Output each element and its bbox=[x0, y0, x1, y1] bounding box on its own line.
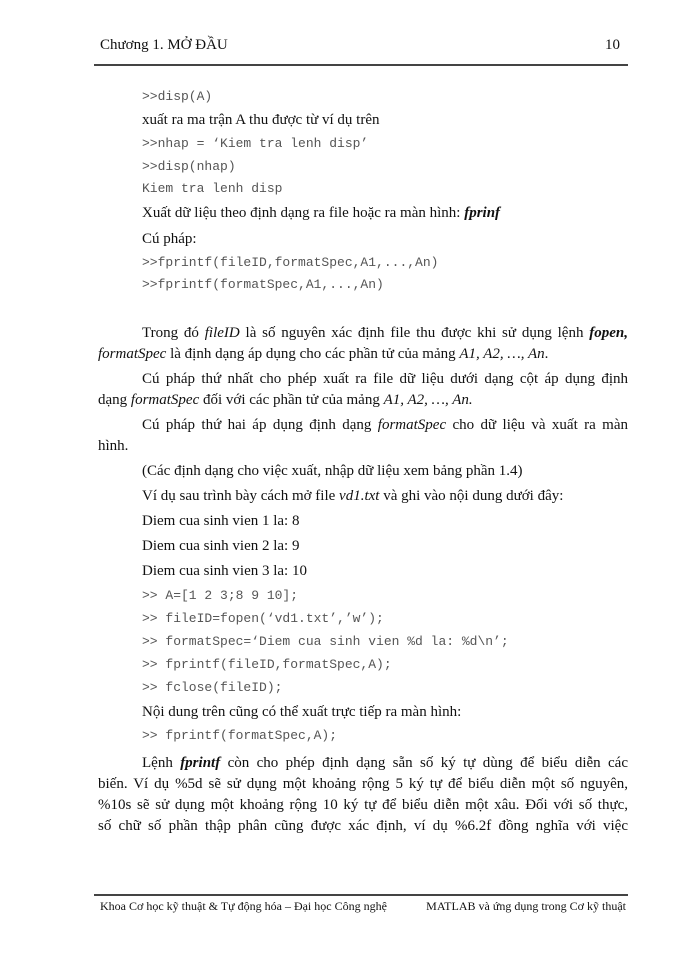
text-run: Cú pháp thứ hai áp dụng định dạng bbox=[142, 417, 378, 433]
text-run: là định dạng áp dụng cho các phần tử của mảng bbox=[166, 346, 460, 362]
text-run: đối với các phần tử của mảng bbox=[199, 392, 384, 408]
text-run: >> A=[1 2 3;8 9 10]; bbox=[142, 588, 299, 603]
emphasis-term: formatSpec bbox=[130, 392, 200, 408]
code-line bbox=[142, 158, 236, 176]
text-run: dạng bbox=[98, 392, 131, 408]
text-run: Diem cua sinh vien 3 la: 10 bbox=[142, 563, 307, 579]
text-run: là số nguyên xác định file thu được khi sử dụng lệnh bbox=[239, 325, 590, 341]
text-line bbox=[142, 703, 461, 721]
code-line bbox=[142, 587, 298, 605]
text-line bbox=[142, 204, 500, 222]
code-line bbox=[142, 254, 438, 272]
emphasis-term: fileID bbox=[204, 325, 240, 341]
text-run: Diem cua sinh vien 1 la: 8 bbox=[142, 513, 300, 529]
text-run: Trong đó bbox=[142, 325, 205, 341]
text-line bbox=[98, 817, 628, 835]
text-run: Cú pháp thứ nhất cho phép xuất ra file dữ liệu dưới dạng cột áp dụng định bbox=[142, 371, 628, 387]
text-line bbox=[142, 462, 523, 480]
code-line bbox=[142, 610, 384, 628]
footer-left: Khoa Cơ học kỹ thuật & Tự động hóa – Đại học Công nghệ bbox=[100, 899, 387, 913]
text-run: >> fclose(fileID); bbox=[142, 680, 283, 695]
code-line bbox=[142, 180, 282, 198]
text-run: >> formatSpec=‘Diem cua sinh vien %d la: %d\n’; bbox=[142, 634, 509, 649]
text-run: >> fileID=fopen(‘vd1.txt’,’w’); bbox=[142, 611, 384, 626]
text-run: >> fprintf(formatSpec,A); bbox=[142, 728, 338, 743]
code-line bbox=[142, 276, 384, 294]
text-line bbox=[98, 437, 128, 455]
text-run: >>fprintf(fileID,formatSpec,A1,...,An) bbox=[142, 255, 439, 270]
text-line bbox=[98, 796, 628, 814]
text-line bbox=[142, 370, 628, 388]
text-run: hình. bbox=[98, 438, 129, 454]
code-line bbox=[142, 679, 282, 697]
text-run: cho dữ liệu và xuất ra màn bbox=[446, 417, 628, 433]
emphasis-term: A1, A2, …, An bbox=[459, 346, 545, 362]
text-line bbox=[142, 487, 563, 505]
text-run: Ví dụ sau trình bày cách mở file bbox=[142, 488, 340, 504]
emphasis-term: vd1.txt bbox=[339, 488, 380, 504]
code-line bbox=[142, 88, 212, 106]
text-run: >>disp(nhap) bbox=[142, 159, 236, 174]
text-line bbox=[98, 345, 548, 363]
emphasis-term: formatSpec bbox=[98, 346, 167, 362]
text-line bbox=[142, 537, 299, 555]
footer-right: MATLAB và ứng dụng trong Cơ kỹ thuật bbox=[426, 899, 626, 913]
text-run: %10s sẽ sử dụng một khoảng rộng 10 ký tự để biểu diễn một xâu. Đối với số thực, bbox=[98, 797, 628, 813]
emphasis-term: fopen, bbox=[589, 325, 628, 341]
text-run: Cú pháp: bbox=[142, 231, 197, 247]
text-run: Diem cua sinh vien 2 la: 9 bbox=[142, 538, 300, 554]
text-run: và ghi vào nội dung dưới đây: bbox=[379, 488, 564, 504]
text-run: biến. Ví dụ %5d sẽ sử dụng một khoảng rộng 5 ký tự để biểu diễn một số nguyên, bbox=[98, 776, 628, 792]
text-line bbox=[142, 416, 628, 434]
text-run: số chữ số phần thập phân cũng được xác định, ví dụ %6.2f đồng nghĩa với việc bbox=[98, 818, 628, 834]
text-run: Nội dung trên cũng có thể xuất trực tiếp ra màn hình: bbox=[142, 704, 462, 720]
text-run: >>disp(A) bbox=[142, 89, 213, 104]
page-number: 10 bbox=[605, 37, 620, 53]
emphasis-term: formatSpec bbox=[377, 417, 447, 433]
text-run: >>fprintf(formatSpec,A1,...,An) bbox=[142, 277, 384, 292]
text-run: Xuất dữ liệu theo định dạng ra file hoặc ra màn hình: bbox=[142, 205, 465, 221]
header-rule bbox=[94, 64, 628, 66]
text-run: còn cho phép định dạng sẵn số ký tự dùng để biểu diễn các bbox=[220, 755, 628, 771]
text-run: Lệnh bbox=[142, 755, 181, 771]
text-run: (Các định dạng cho việc xuất, nhập dữ liệu xem bảng phần 1.4) bbox=[142, 463, 523, 479]
text-run: . bbox=[544, 346, 549, 362]
code-line bbox=[142, 727, 337, 745]
text-run: >>nhap = ‘Kiem tra lenh disp’ bbox=[142, 136, 369, 151]
text-line bbox=[98, 775, 628, 793]
text-line bbox=[142, 111, 379, 129]
text-line bbox=[142, 512, 299, 530]
emphasis-term: fprintf bbox=[180, 755, 221, 771]
code-line bbox=[142, 656, 392, 674]
emphasis-term: A1, A2, …, An. bbox=[383, 392, 473, 408]
text-line bbox=[142, 230, 197, 248]
text-line bbox=[142, 562, 307, 580]
running-header-chapter: Chương 1. MỞ ĐẦU bbox=[100, 37, 228, 53]
text-line bbox=[98, 391, 473, 409]
code-line bbox=[142, 633, 509, 651]
text-run: >> fprintf(fileID,formatSpec,A); bbox=[142, 657, 392, 672]
text-run: Kiem tra lenh disp bbox=[142, 181, 283, 196]
footer-rule bbox=[94, 894, 628, 896]
emphasis-term: fprinf bbox=[464, 205, 501, 221]
text-run: xuất ra ma trận A thu được từ ví dụ trên bbox=[142, 112, 380, 128]
text-line bbox=[142, 324, 628, 342]
text-line bbox=[142, 754, 628, 772]
code-line bbox=[142, 135, 368, 153]
